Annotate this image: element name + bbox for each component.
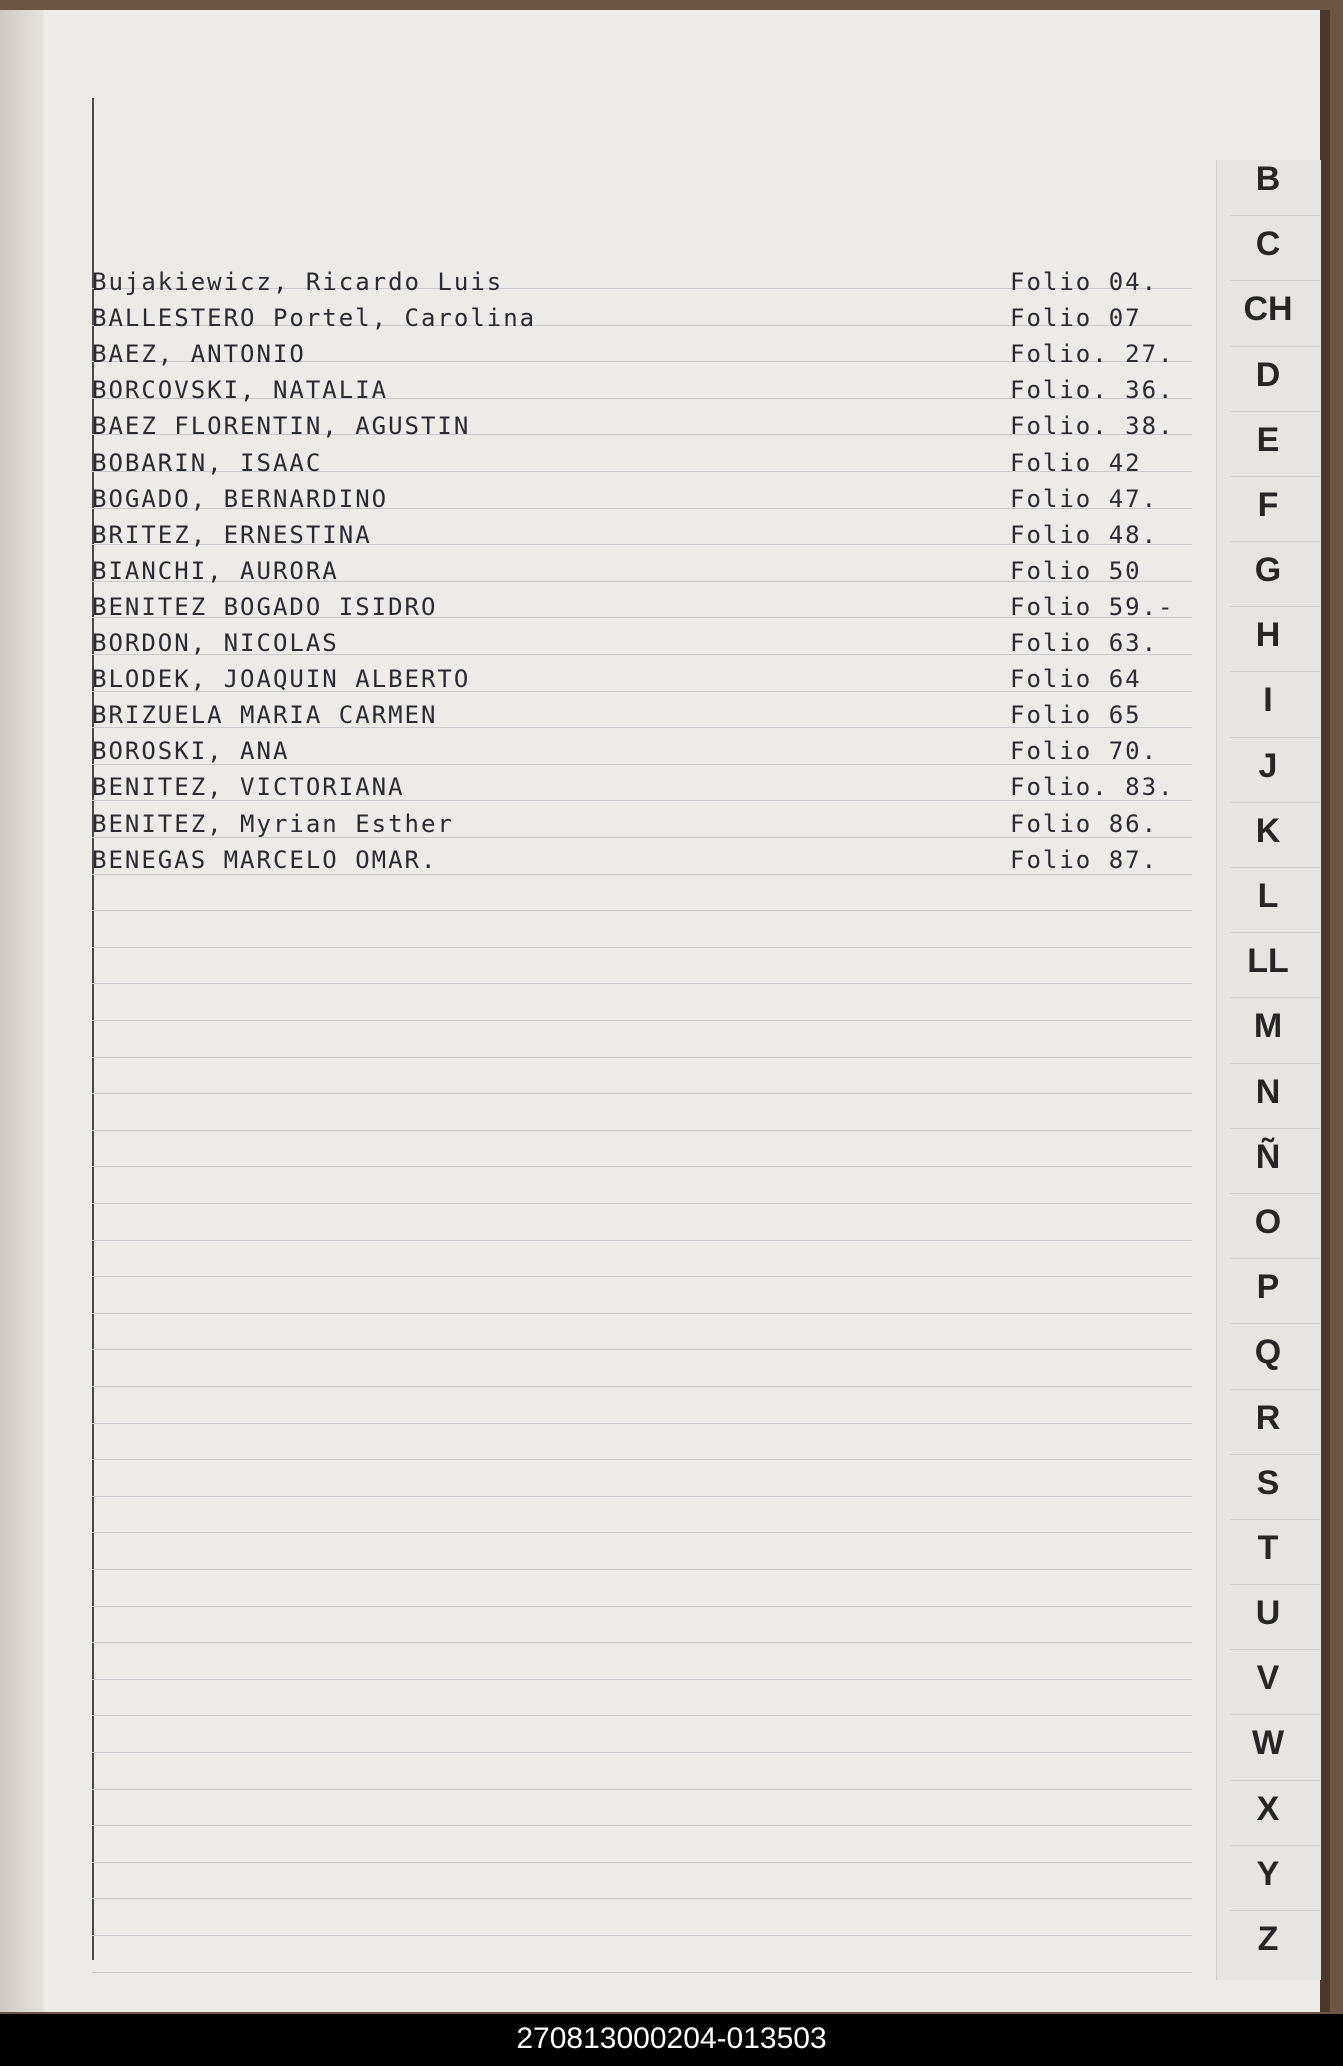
index-entry	[92, 410, 1175, 444]
tab-divider	[1230, 802, 1320, 803]
entry-name: BIANCHI, AURORA	[92, 556, 339, 585]
alphabet-tab-t[interactable]: T	[1257, 1528, 1279, 1567]
entry-folio: Folio. 83.	[1010, 773, 1175, 802]
entry-name: Bujakiewicz, Ricardo Luis	[92, 268, 504, 296]
index-entry	[92, 555, 1162, 589]
ruled-line	[92, 1825, 1192, 1826]
image-caption: 270813000204-013503	[516, 2022, 827, 2055]
ruled-line	[92, 1020, 1192, 1021]
alphabet-tab-d[interactable]: D	[1255, 355, 1281, 394]
index-entry	[92, 663, 1162, 697]
entry-name: BENITEZ BOGADO ISIDRO	[92, 592, 438, 621]
alphabet-tab-j[interactable]: J	[1258, 746, 1278, 785]
entry-name: BOGADO, BERNARDINO	[92, 484, 389, 513]
ruled-line	[92, 1130, 1192, 1131]
page-edge	[0, 10, 44, 2012]
entry-name: BENITEZ, Myrian Esther	[92, 809, 454, 838]
alphabet-tab-z[interactable]: Z	[1257, 1920, 1279, 1958]
ruled-line	[92, 1642, 1192, 1643]
entry-folio: Folio 04.	[1010, 268, 1159, 296]
tab-divider	[1230, 1649, 1320, 1650]
entry-folio: Folio 59.-	[1010, 592, 1175, 621]
alphabet-tab-u[interactable]: U	[1255, 1594, 1281, 1633]
ruled-line	[92, 1789, 1192, 1790]
entry-folio: Folio 07	[1010, 304, 1142, 333]
alphabet-tab-k[interactable]: K	[1255, 811, 1281, 850]
entry-name: BLODEK, JOAQUIN ALBERTO	[92, 665, 471, 694]
tab-divider	[1230, 1910, 1320, 1911]
alphabet-tab-f[interactable]: F	[1257, 485, 1279, 524]
alphabet-tab-ñ[interactable]: Ñ	[1255, 1137, 1281, 1176]
tab-divider	[1230, 1714, 1320, 1715]
entry-folio: Folio 87.	[1010, 845, 1159, 874]
index-entry	[92, 627, 1162, 661]
tab-divider	[1230, 346, 1320, 347]
ruled-line	[92, 1935, 1192, 1936]
tab-divider	[1230, 1454, 1320, 1455]
ruled-line	[92, 1459, 1192, 1460]
tab-divider	[1230, 215, 1320, 216]
alphabet-tab-ll[interactable]: LL	[1247, 942, 1289, 981]
alphabet-tab-v[interactable]: V	[1256, 1659, 1280, 1698]
entry-folio: Folio 86.	[1010, 809, 1159, 838]
entry-folio: Folio 65	[1010, 701, 1142, 730]
alphabet-tab-n[interactable]: N	[1255, 1072, 1281, 1111]
tab-divider	[1230, 1258, 1320, 1259]
ruled-line	[92, 1057, 1192, 1058]
alphabet-tab-i[interactable]: I	[1263, 681, 1273, 720]
ruled-line	[92, 1093, 1192, 1094]
entry-name: BAEZ FLORENTIN, AGUSTIN	[92, 412, 471, 441]
index-entry	[92, 519, 1162, 553]
tab-divider	[1230, 932, 1320, 933]
ruled-line	[92, 1166, 1192, 1167]
entry-folio: Folio. 38.	[1010, 412, 1175, 441]
alphabet-tab-h[interactable]: H	[1255, 616, 1281, 655]
alphabet-tab-m[interactable]: M	[1253, 1007, 1283, 1046]
ruled-line	[92, 1423, 1192, 1424]
alphabet-tab-b[interactable]: B	[1255, 160, 1281, 198]
ruled-line	[92, 1862, 1192, 1863]
entry-name: BRITEZ, ERNESTINA	[92, 520, 372, 549]
alphabet-tab-p[interactable]: P	[1256, 1268, 1280, 1307]
tab-divider	[1230, 1845, 1320, 1846]
ruled-line	[92, 1679, 1192, 1680]
ruled-line	[92, 1313, 1192, 1314]
tab-divider	[1230, 411, 1320, 412]
entry-name: BAEZ, ANTONIO	[92, 340, 306, 369]
index-entry	[92, 591, 1175, 625]
alphabet-tab-o[interactable]: O	[1254, 1202, 1282, 1241]
index-entry	[92, 483, 1162, 517]
entry-folio: Folio 63.	[1010, 629, 1159, 657]
tab-divider	[1230, 1519, 1320, 1520]
ruled-line	[92, 983, 1192, 984]
alphabet-tab-g[interactable]: G	[1254, 551, 1282, 590]
alphabet-tab-q[interactable]: Q	[1254, 1333, 1282, 1372]
tab-divider	[1230, 476, 1320, 477]
entry-folio: Folio 70.	[1010, 737, 1159, 766]
index-entry	[92, 735, 1162, 769]
alphabet-tab-s[interactable]: S	[1256, 1463, 1280, 1502]
entry-name: BOBARIN, ISAAC	[92, 448, 323, 477]
ruled-line	[92, 1972, 1192, 1973]
ruled-line	[92, 947, 1192, 948]
entry-folio: Folio. 27.	[1010, 340, 1175, 369]
ledger-page	[0, 10, 1330, 2012]
entry-name: BORDON, NICOLAS	[92, 629, 339, 657]
tab-divider	[1230, 1584, 1320, 1585]
index-entry	[92, 338, 1175, 372]
alphabet-tab-y[interactable]: Y	[1256, 1854, 1280, 1893]
tab-divider	[1230, 671, 1320, 672]
index-entry	[92, 844, 1162, 878]
entry-folio: Folio 42	[1010, 448, 1142, 477]
entry-folio: Folio 64	[1010, 665, 1142, 694]
ruled-line	[92, 1276, 1192, 1277]
entry-folio: Folio 50	[1010, 556, 1142, 585]
entry-name: BOROSKI, ANA	[92, 737, 290, 766]
tab-divider	[1230, 737, 1320, 738]
entry-name: BENEGAS MARCELO OMAR.	[92, 845, 438, 874]
entry-folio: Folio 47.	[1010, 484, 1159, 513]
alphabet-tab-r[interactable]: R	[1255, 1398, 1281, 1437]
ruled-line	[92, 1203, 1192, 1204]
ruled-line	[92, 1569, 1192, 1570]
index-entry	[92, 771, 1175, 805]
entry-name: BRIZUELA MARIA CARMEN	[92, 701, 438, 730]
ruled-line	[92, 1349, 1192, 1350]
tab-divider	[1230, 997, 1320, 998]
ruled-line	[92, 1496, 1192, 1497]
index-entry	[92, 374, 1175, 408]
alphabet-tab-w[interactable]: W	[1251, 1724, 1285, 1763]
index-entry	[92, 808, 1162, 842]
entry-name: BORCOVSKI, NATALIA	[92, 376, 389, 405]
ruled-line	[92, 1898, 1192, 1899]
tab-divider	[1230, 541, 1320, 542]
index-entry	[92, 699, 1162, 733]
index-entry	[92, 447, 1162, 481]
tab-divider	[1230, 1323, 1320, 1324]
entry-folio: Folio. 36.	[1010, 376, 1175, 405]
ruled-line	[92, 1240, 1192, 1241]
alphabet-tab-c[interactable]: C	[1255, 225, 1281, 264]
tab-divider	[1230, 867, 1320, 868]
tab-divider	[1230, 1780, 1320, 1781]
alphabet-tab-ch[interactable]: CH	[1243, 290, 1293, 329]
tab-divider	[1230, 1063, 1320, 1064]
ruled-line	[92, 1606, 1192, 1607]
ruled-line	[92, 1752, 1192, 1753]
ruled-line	[92, 1532, 1192, 1533]
alphabet-tab-x[interactable]: X	[1256, 1789, 1280, 1828]
index-entry	[92, 266, 1162, 300]
ruled-line	[92, 1715, 1192, 1716]
alphabet-tab-l[interactable]: L	[1257, 877, 1279, 916]
index-entry	[92, 302, 1162, 336]
tab-divider	[1230, 1389, 1320, 1390]
tab-divider	[1230, 1128, 1320, 1129]
tab-divider	[1230, 606, 1320, 607]
entry-name: BENITEZ, VICTORIANA	[92, 773, 405, 802]
ruled-line	[92, 1386, 1192, 1387]
ruled-line	[92, 910, 1192, 911]
entry-name: BALLESTERO Portel, Carolina	[92, 304, 537, 333]
tab-divider	[1230, 1193, 1320, 1194]
tab-divider	[1230, 280, 1320, 281]
entry-folio: Folio 48.	[1010, 520, 1159, 549]
alphabet-tab-e[interactable]: E	[1256, 420, 1280, 459]
